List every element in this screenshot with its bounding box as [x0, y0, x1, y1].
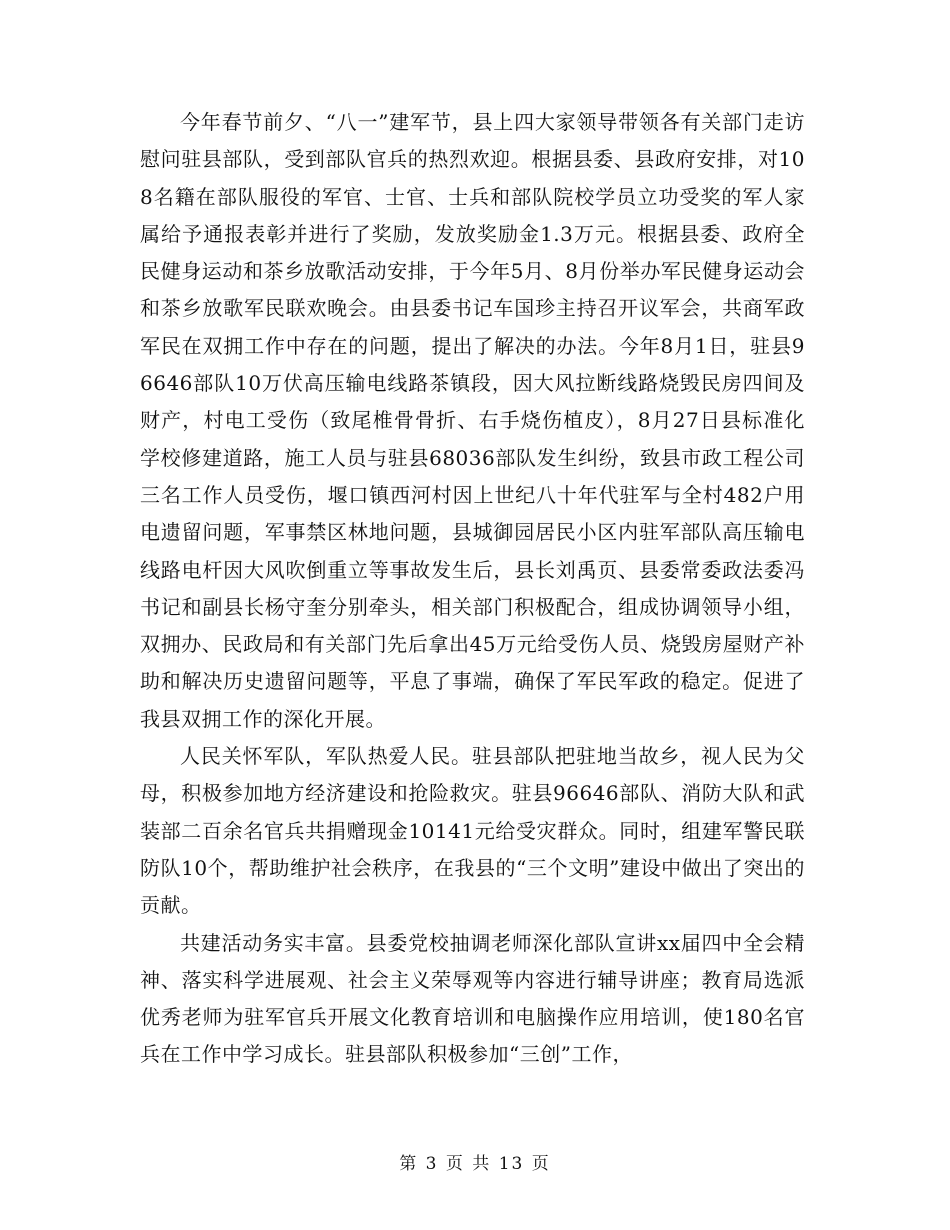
paragraph-1: 今年春节前夕、“八一”建军节，县上四大家领导带领各有关部门走访慰问驻县部队，受到部队官兵的热烈欢迎。根据县委、县政府安排，对108名籍在部队服役的军官、士官、士兵和部队院校学员立功受奖的军人家属给予通报表彰并进行了奖励，发放奖励金1.3万元。根据县委、政府全民健身运动和茶乡放歌活动安排，于今年5月、8月份举办军民健身运动会和茶乡放歌军民联欢晚会。由县委书记车国珍主持召开议军会，共商军政军民在双拥工作中存在的问题，提出了解决的办法。今年8月1日，驻县96646部队10万伏高压输电线路茶镇段，因大风拉断线路烧毁民房四间及财产，村电工受伤（致尾椎骨骨折、右手烧伤植皮），8月27日县标准化学校修建道路，施工人员与驻县68036部队发生纠纷，致县市政工程公司三名工作人员受伤，堰口镇西河村因上世纪八十年代驻军与全村482户用电遗留问题，军事禁区林地问题，县城御园居民小区内驻军部队高压输电线路电杆因大风吹倒重立等事故发生后，县长刘禹页、县委常委政法委冯书记和副县长杨守奎分别牵头，相关部门积极配合，组成协调领导小组，双拥办、民政局和有关部门先后拿出45万元给受伤人员、烧毁房屋财产补助和解决历史遗留问题等，平息了事端，确保了军民军政的稳定。促进了我县双拥工作的深化开展。 [140, 110, 805, 731]
page-footer: 第 3 页 共 13 页 [399, 1154, 551, 1174]
paragraph-2: 人民关怀军队，军队热爱人民。驻县部队把驻地当故乡，视人民为父母，积极参加地方经济建设和抢险救灾。驻县96646部队、消防大队和武装部二百余名官兵共捐赠现金10141元给受灾群众。同时，组建军警民联防队10个，帮助维护社会秩序，在我县的“三个文明”建设中做出了突出的贡献。 [140, 744, 805, 918]
document-body [140, 104, 805, 1074]
paragraph-3: 共建活动务实丰富。县委党校抽调老师深化部队宣讲xx届四中全会精神、落实科学进展观、社会主义荣辱观等内容进行辅导讲座；教育局选派优秀老师为驻军官兵开展文化教育培训和电脑操作应用培训，使180名官兵在工作中学习成长。驻县部队积极参加“三创”工作， [140, 930, 805, 1067]
